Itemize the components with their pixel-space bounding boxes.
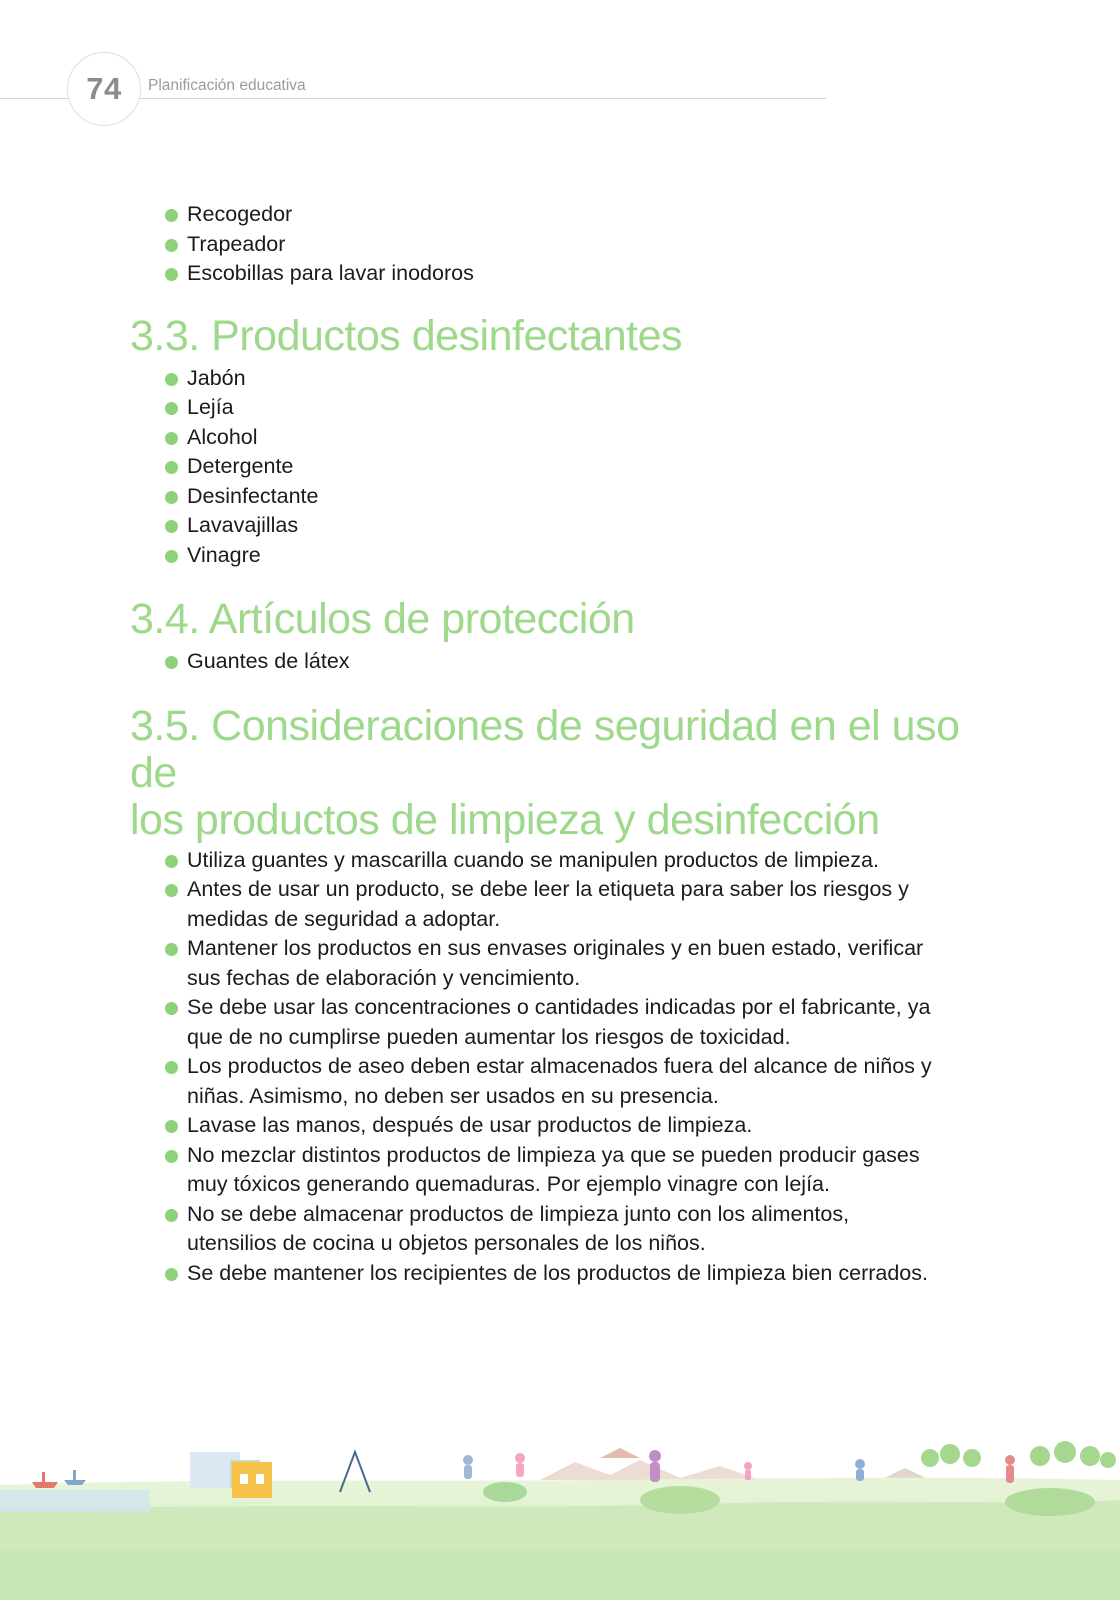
section-heading-line: los productos de limpieza y desinfección — [130, 795, 880, 844]
section-heading-safety — [130, 703, 990, 844]
safety-considerations-list — [130, 846, 990, 1289]
page-number: 74 — [86, 71, 122, 106]
bullet-icon — [165, 1150, 178, 1163]
page-content — [130, 200, 990, 1288]
bullet-icon — [165, 268, 178, 281]
list-item: Lavase las manos, después de usar productos de limpieza. — [165, 1111, 990, 1141]
bullet-icon — [165, 1002, 178, 1015]
page-number-badge — [67, 52, 141, 126]
list-item: Trapeador — [165, 230, 990, 260]
list-item: Escobillas para lavar inodoros — [165, 259, 990, 289]
list-item: Los productos de aseo deben estar almacenados fuera del alcance de niños y niñas. Asimismo, no deben ser usados en su presencia. — [165, 1052, 990, 1111]
footer-landscape-illustration — [0, 1440, 1120, 1600]
disinfectant-products-list — [130, 364, 990, 571]
bullet-icon — [165, 402, 178, 415]
list-item: Jabón — [165, 364, 990, 394]
list-item: Guantes de látex — [165, 647, 990, 677]
bullet-icon — [165, 656, 178, 669]
bullet-icon — [165, 884, 178, 897]
bullet-icon — [165, 1120, 178, 1133]
list-item: Mantener los productos en sus envases originales y en buen estado, verificar sus fechas de elaboración y vencimiento. — [165, 934, 990, 993]
list-item: Lejía — [165, 393, 990, 423]
section-heading-protection: 3.4. Artículos de protección — [130, 595, 635, 643]
section-heading-products: 3.3. Productos desinfectantes — [130, 311, 683, 360]
bullet-icon — [165, 855, 178, 868]
protection-items-list — [130, 647, 990, 677]
list-item: Se debe mantener los recipientes de los productos de limpieza bien cerrados. — [165, 1259, 990, 1289]
bullet-icon — [165, 461, 178, 474]
bullet-icon — [165, 520, 178, 533]
bullet-icon — [165, 209, 178, 222]
bullet-icon — [165, 1061, 178, 1074]
list-item: Se debe usar las concentraciones o cantidades indicadas por el fabricante, ya que de no cumplirse pueden aumentar los riesgos de toxicidad. — [165, 993, 990, 1052]
list-item: Utiliza guantes y mascarilla cuando se manipulen productos de limpieza. — [165, 846, 990, 876]
list-item: Alcohol — [165, 423, 990, 453]
list-item: Desinfectante — [165, 482, 990, 512]
cleaning-tools-list — [130, 200, 990, 289]
bullet-icon — [165, 491, 178, 504]
list-item: No se debe almacenar productos de limpieza junto con los alimentos, utensilios de cocina u objetos personales de los niños. — [165, 1200, 990, 1259]
section-heading-line: 3.5. Consideraciones de seguridad en el uso de — [130, 701, 960, 797]
list-item: Detergente — [165, 452, 990, 482]
bullet-icon — [165, 1209, 178, 1222]
bullet-icon — [165, 373, 178, 386]
bullet-icon — [165, 432, 178, 445]
bullet-icon — [165, 550, 178, 563]
list-item: No mezclar distintos productos de limpieza ya que se pueden producir gases muy tóxicos generando quemaduras. Por ejemplo vinagre con lejía. — [165, 1141, 990, 1200]
bullet-icon — [165, 943, 178, 956]
list-item: Recogedor — [165, 200, 990, 230]
list-item: Vinagre — [165, 541, 990, 571]
running-title: Planificación educativa — [148, 77, 306, 94]
list-item: Antes de usar un producto, se debe leer la etiqueta para saber los riesgos y medidas de seguridad a adoptar. — [165, 875, 990, 934]
list-item: Lavavajillas — [165, 511, 990, 541]
bullet-icon — [165, 239, 178, 252]
bullet-icon — [165, 1268, 178, 1281]
